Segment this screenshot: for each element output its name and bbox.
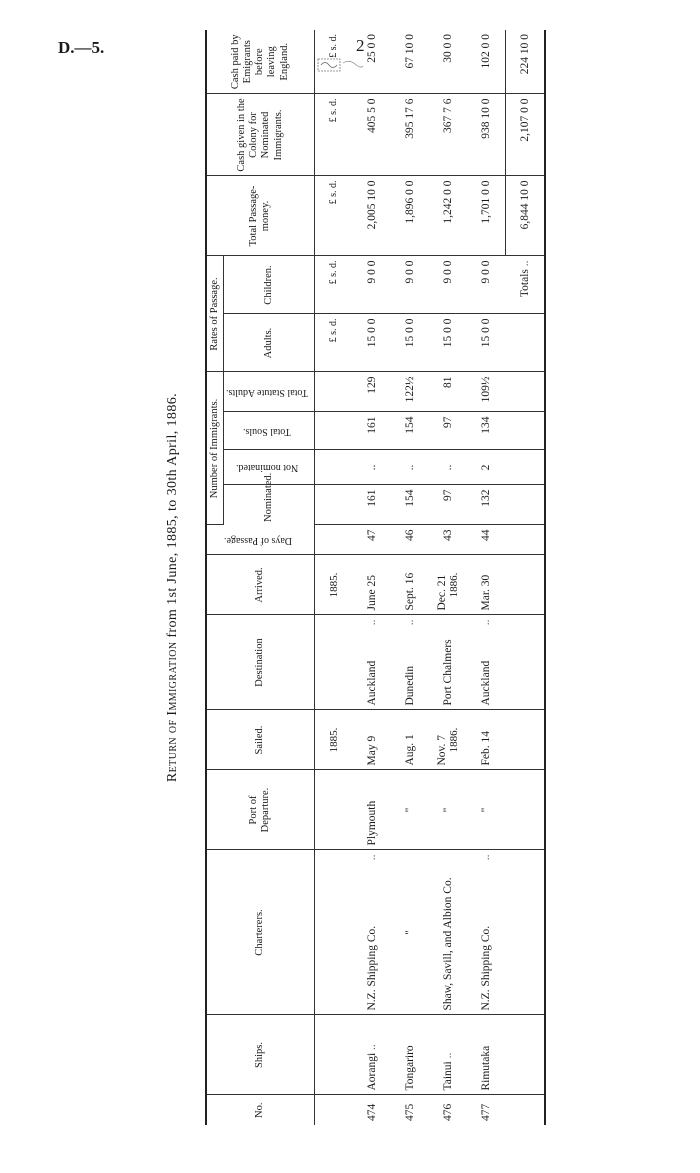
table-title bbox=[165, 50, 181, 1125]
col-total-adults bbox=[224, 372, 315, 412]
row-destination-name: Auckland bbox=[480, 660, 493, 706]
row-charterer: N.Z. Shipping Co. .. bbox=[467, 850, 506, 1015]
immigration-return-table bbox=[205, 30, 546, 1125]
row-no: 477 bbox=[480, 1103, 493, 1121]
row-sailed-year: 1886. bbox=[447, 727, 460, 753]
row-total-adults: 129 bbox=[353, 372, 391, 412]
row-total-passage: 1,701 0 0 bbox=[467, 176, 506, 256]
row-total-souls: 161 bbox=[353, 412, 391, 450]
row-destination: Auckland .. bbox=[353, 615, 391, 710]
row-charterer-name: N.Z. Shipping Co. bbox=[365, 925, 378, 1011]
col-group-rates: Rates of Passage. bbox=[206, 256, 224, 372]
row-charterer: " bbox=[391, 850, 429, 1015]
row-days: 43 bbox=[429, 525, 467, 555]
row-no: 475 bbox=[403, 1103, 416, 1121]
row-total-adults: 122½ bbox=[391, 372, 429, 412]
row-days: 47 bbox=[353, 525, 391, 555]
row-no: 476 bbox=[441, 1103, 454, 1121]
totals-total-passage: 6,844 10 0 bbox=[505, 176, 545, 256]
row-total-passage: 1,242 0 0 bbox=[429, 176, 467, 256]
row-ship: Rimutaka bbox=[467, 1015, 506, 1095]
col-cash-paid: Cash paid by Emigrants before leaving England. bbox=[206, 30, 314, 94]
row-children-rate: 9 0 0 bbox=[353, 256, 391, 314]
col-total-adults-label: Total Statute Adults. bbox=[226, 386, 308, 398]
table-row bbox=[391, 30, 429, 1125]
row-ship: Aorangi .. bbox=[353, 1015, 391, 1095]
totals-cash-colony: 2,107 0 0 bbox=[505, 94, 545, 176]
title-rest: from 1st June, 1885, to 30th April, 1886. bbox=[165, 392, 180, 638]
row-no: 474 bbox=[365, 1103, 378, 1121]
row-total-passage: 1,896 0 0 bbox=[391, 176, 429, 256]
col-adults: Adults. bbox=[224, 314, 315, 372]
units-adults: £ s. d. bbox=[314, 314, 353, 372]
row-cash-colony: 367 7 6 bbox=[429, 94, 467, 176]
totals-label: Totals .. bbox=[505, 256, 545, 314]
row-not-nominated: .. bbox=[429, 450, 467, 485]
row-days: 44 bbox=[467, 525, 506, 555]
row-total-souls: 97 bbox=[429, 412, 467, 450]
row-ship: Tongariro bbox=[391, 1015, 429, 1095]
row-cash-paid: 67 10 0 bbox=[391, 30, 429, 94]
row-children-rate: 9 0 0 bbox=[429, 256, 467, 314]
col-total-souls-label: Total Souls. bbox=[243, 425, 291, 437]
col-total-souls bbox=[224, 412, 315, 450]
col-no: No. bbox=[206, 1095, 314, 1125]
row-adults-rate: 15 0 0 bbox=[467, 314, 506, 372]
row-port: " bbox=[391, 770, 429, 850]
col-days-label: Days of Passage. bbox=[224, 534, 293, 546]
row-children-rate: 9 0 0 bbox=[467, 256, 506, 314]
title-prefix: Return of Immigration bbox=[165, 641, 180, 783]
row-charterer: N.Z. Shipping Co. .. bbox=[353, 850, 391, 1015]
row-ship-name: Tainui bbox=[441, 1061, 454, 1091]
row-arrived-year: 1886. bbox=[447, 572, 460, 598]
row-arrived bbox=[429, 555, 467, 615]
row-children-rate: 9 0 0 bbox=[391, 256, 429, 314]
row-adults-rate: 15 0 0 bbox=[429, 314, 467, 372]
row-destination: Auckland .. bbox=[467, 615, 506, 710]
row-sailed-date: Nov. 7 bbox=[435, 734, 448, 766]
row-cash-paid: 102 0 0 bbox=[467, 30, 506, 94]
col-total-passage: Total Passage-money. bbox=[206, 176, 314, 256]
table-row bbox=[353, 30, 391, 1125]
col-arrived: Arrived. bbox=[206, 555, 314, 615]
units-total-passage: £ s. d. bbox=[314, 176, 353, 256]
row-cash-colony: 395 17 6 bbox=[391, 94, 429, 176]
col-destination: Destination bbox=[206, 615, 314, 710]
totals-row bbox=[505, 30, 545, 1125]
row-port: Plymouth bbox=[353, 770, 391, 850]
units-cash-colony: £ s. d. bbox=[314, 94, 353, 176]
row-sailed bbox=[429, 710, 467, 770]
row-days: 46 bbox=[391, 525, 429, 555]
units-children: £ s. d. bbox=[314, 256, 353, 314]
row-arrived-date: Dec. 21 bbox=[435, 574, 448, 611]
row-cash-paid: 25 0 0 bbox=[353, 30, 391, 94]
col-days bbox=[206, 525, 314, 555]
row-port: " bbox=[429, 770, 467, 850]
rotated-return-table-block bbox=[165, 33, 545, 1125]
row-total-adults: 81 bbox=[429, 372, 467, 412]
row-charterer: Shaw, Savill, and Albion Co. bbox=[429, 850, 467, 1015]
row-adults-rate: 15 0 0 bbox=[353, 314, 391, 372]
row-cash-paid: 30 0 0 bbox=[429, 30, 467, 94]
row-port: " bbox=[467, 770, 506, 850]
units-row bbox=[314, 30, 353, 1125]
row-destination-name: Dunedin bbox=[403, 665, 416, 706]
row-sailed: Feb. 14 bbox=[467, 710, 506, 770]
col-sailed: Sailed. bbox=[206, 710, 314, 770]
row-arrived: Sept. 16 bbox=[391, 555, 429, 615]
row-arrived: June 25 bbox=[353, 555, 391, 615]
table-row bbox=[429, 30, 467, 1125]
col-charterers: Charterers. bbox=[206, 850, 314, 1015]
table-row bbox=[467, 30, 506, 1125]
row-total-adults: 109½ bbox=[467, 372, 506, 412]
totals-cash-paid: 224 10 0 bbox=[505, 30, 545, 94]
col-children: Children. bbox=[224, 256, 315, 314]
row-charterer-name: N.Z. Shipping Co. bbox=[480, 925, 493, 1011]
row-sailed: May 9 bbox=[353, 710, 391, 770]
row-not-nominated: .. bbox=[353, 450, 391, 485]
row-total-souls: 134 bbox=[467, 412, 506, 450]
col-port: Port of Departure. bbox=[206, 770, 314, 850]
totals-label-text: Totals bbox=[518, 269, 531, 298]
year-sailed: 1885. bbox=[314, 710, 353, 770]
row-sailed: Aug. 1 bbox=[391, 710, 429, 770]
row-cash-colony: 405 5 0 bbox=[353, 94, 391, 176]
year-arrived: 1885. bbox=[314, 555, 353, 615]
row-destination: Port Chalmers bbox=[429, 615, 467, 710]
row-adults-rate: 15 0 0 bbox=[391, 314, 429, 372]
row-destination-name: Auckland bbox=[365, 660, 378, 706]
row-destination: Dunedin .. bbox=[391, 615, 429, 710]
page-number: 2 bbox=[356, 36, 365, 55]
row-nominated: 154 bbox=[391, 485, 429, 525]
row-total-souls: 154 bbox=[391, 412, 429, 450]
col-cash-colony: Cash given in the Colony for Nominated Immigrants. bbox=[206, 94, 314, 176]
col-nominated: Nominated. bbox=[224, 485, 315, 525]
header-row-1 bbox=[206, 30, 224, 1125]
row-cash-colony: 938 10 0 bbox=[467, 94, 506, 176]
col-group-number: Number of Immigrants. bbox=[206, 372, 224, 525]
row-not-nominated: .. bbox=[391, 450, 429, 485]
row-ship: Tainui .. bbox=[429, 1015, 467, 1095]
row-not-nominated: 2 bbox=[467, 450, 506, 485]
row-nominated: 97 bbox=[429, 485, 467, 525]
col-ships: Ships. bbox=[206, 1015, 314, 1095]
row-nominated: 132 bbox=[467, 485, 506, 525]
row-total-passage: 2,005 10 0 bbox=[353, 176, 391, 256]
row-ship-name: Aorangi bbox=[365, 1052, 378, 1091]
col-not-nominated-label: Not nominated. bbox=[235, 462, 299, 474]
document-code: D.—5. bbox=[58, 38, 105, 57]
row-nominated: 161 bbox=[353, 485, 391, 525]
row-arrived: Mar. 30 bbox=[467, 555, 506, 615]
units-cash-paid: £ s. d. bbox=[314, 30, 353, 94]
